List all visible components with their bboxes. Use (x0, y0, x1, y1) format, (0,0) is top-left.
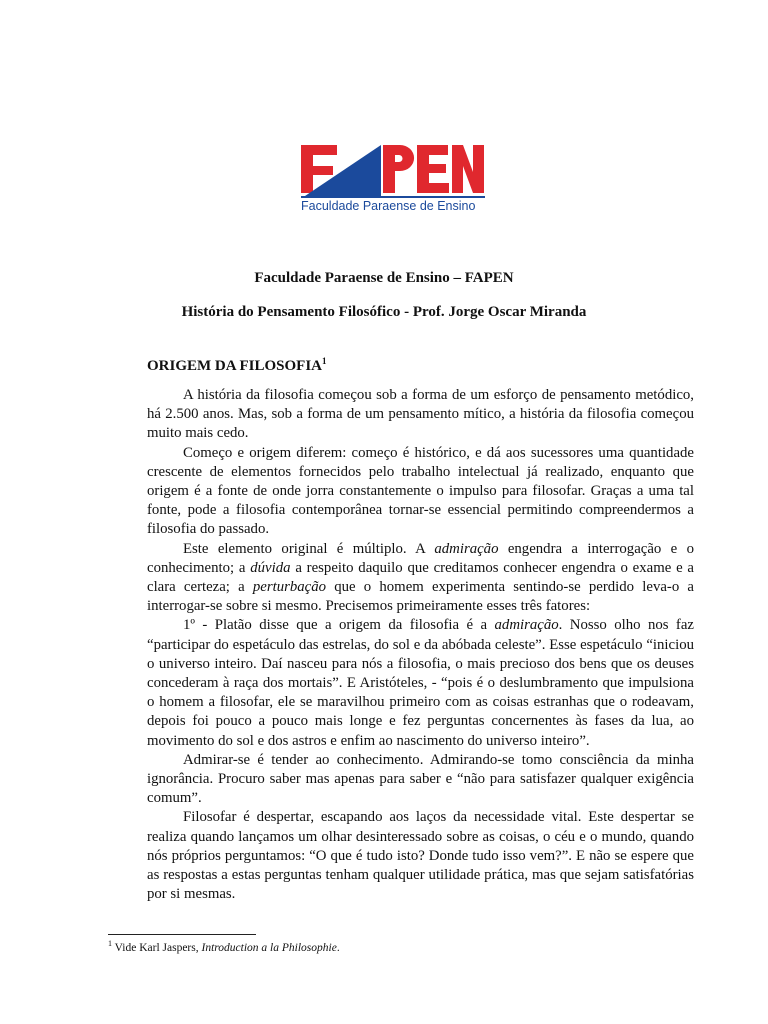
emphasis-admiracao: admiração (494, 617, 559, 634)
paragraph-4 (147, 616, 694, 750)
text-run: Este elemento original é múltiplo. A (183, 540, 435, 557)
footnote-book-title: Introduction a la Philosophie (201, 941, 337, 954)
footnote (108, 939, 340, 954)
text-run: a respeito daquilo que creditamos conhecer engendra o exame e a clara certeza; a (147, 559, 694, 596)
text-run: engendra a interrogação e o conhecimento; a (147, 540, 694, 576)
logo-subtitle: Faculdade Paraense de Ensino (301, 199, 476, 213)
footnote-divider (108, 934, 256, 935)
paragraph-5: Admirar-se é tender ao conhecimento. Admirando-se tomo consciência da minha ignorância. Procuro saber mas apenas para saber e “não para satisfazer qualquer exigência comum”. (147, 751, 694, 807)
text-run: . Nosso olho nos faz “participar do espetáculo das estrelas, do sol e da abóbada celeste”. Esse espetáculo “iniciou o universo inteiro. Daí nasceu para nós a filosofia, o mais precioso dos bens que os deuses concederam à raça dos mortais”. E Aristóteles, - “pois é o deslumbramento que impulsiona o homem a filosofar, ele se maravilhou primeiro com as coisas estranhas que o rodeavam, depois foi pouco a pouco mais longe e fez perguntas concernentes às fases da lua, ao movimento do sol e dos astros e enfim ao nascimento do universo inteiro”. (147, 617, 694, 749)
paragraph-2: Começo e origem diferem: começo é histórico, e dá aos sucessores uma quantidade crescente de elementos fornecidos pelo trabalho intelectual já realizado, enquanto que origem é a fonte de onde jorra constantemente o impulso para filosofar. Graças a uma tal fonte, pode a filosofia contemporânea tornar-se essencial permitindo compreendermos a filosofia do passado. (147, 444, 694, 538)
paragraph-1: A história da filosofia começou sob a forma de um esforço de pensamento metódico, há 2.500 anos. Mas, sob a forma de um pensamento mítico, a história da filosofia começou muito mais cedo. (147, 387, 694, 442)
emphasis-admiracao: admiração (434, 540, 499, 557)
institution-heading: Faculdade Paraense de Ensino – FAPEN (254, 270, 514, 286)
emphasis-perturbacao: perturbação (252, 579, 327, 596)
course-heading: História do Pensamento Filosófico - Prof. Jorge Oscar Miranda (181, 304, 587, 320)
footnote-ref: 1 (322, 356, 327, 366)
footnote-text-end: . (336, 941, 340, 954)
fapen-logo (301, 142, 485, 214)
footnote-text: Vide Karl Jaspers, (112, 941, 202, 954)
section-title (147, 356, 327, 375)
paragraph-6: Filosofar é despertar, escapando aos laços da necessidade vital. Este despertar se realiza quando lançamos um olhar desinteressado sobre as coisas, o céu e o mundo, quando nós próprios perguntamos: “O que é tudo isto? Donde tudo isso vem?”. E não se espere que as respostas a estas perguntas tenham qualquer utilidade prática, mas que sejam satisfatórias por si mesmas. (147, 809, 694, 903)
text-run: que o homem experimenta sentindo-se perdido leva-o a interrogar-se sobre si mesmo. Precisemos primeiramente esses três fatores: (147, 579, 694, 615)
section-title-text: ORIGEM DA FILOSOFIA (147, 358, 323, 374)
text-run: 1º - Platão disse que a origem da filosofia é a (183, 617, 495, 634)
emphasis-duvida: dúvida (250, 559, 291, 576)
body-text (147, 386, 694, 904)
footnote-number: 1 (108, 939, 112, 948)
paragraph-3 (147, 540, 694, 617)
